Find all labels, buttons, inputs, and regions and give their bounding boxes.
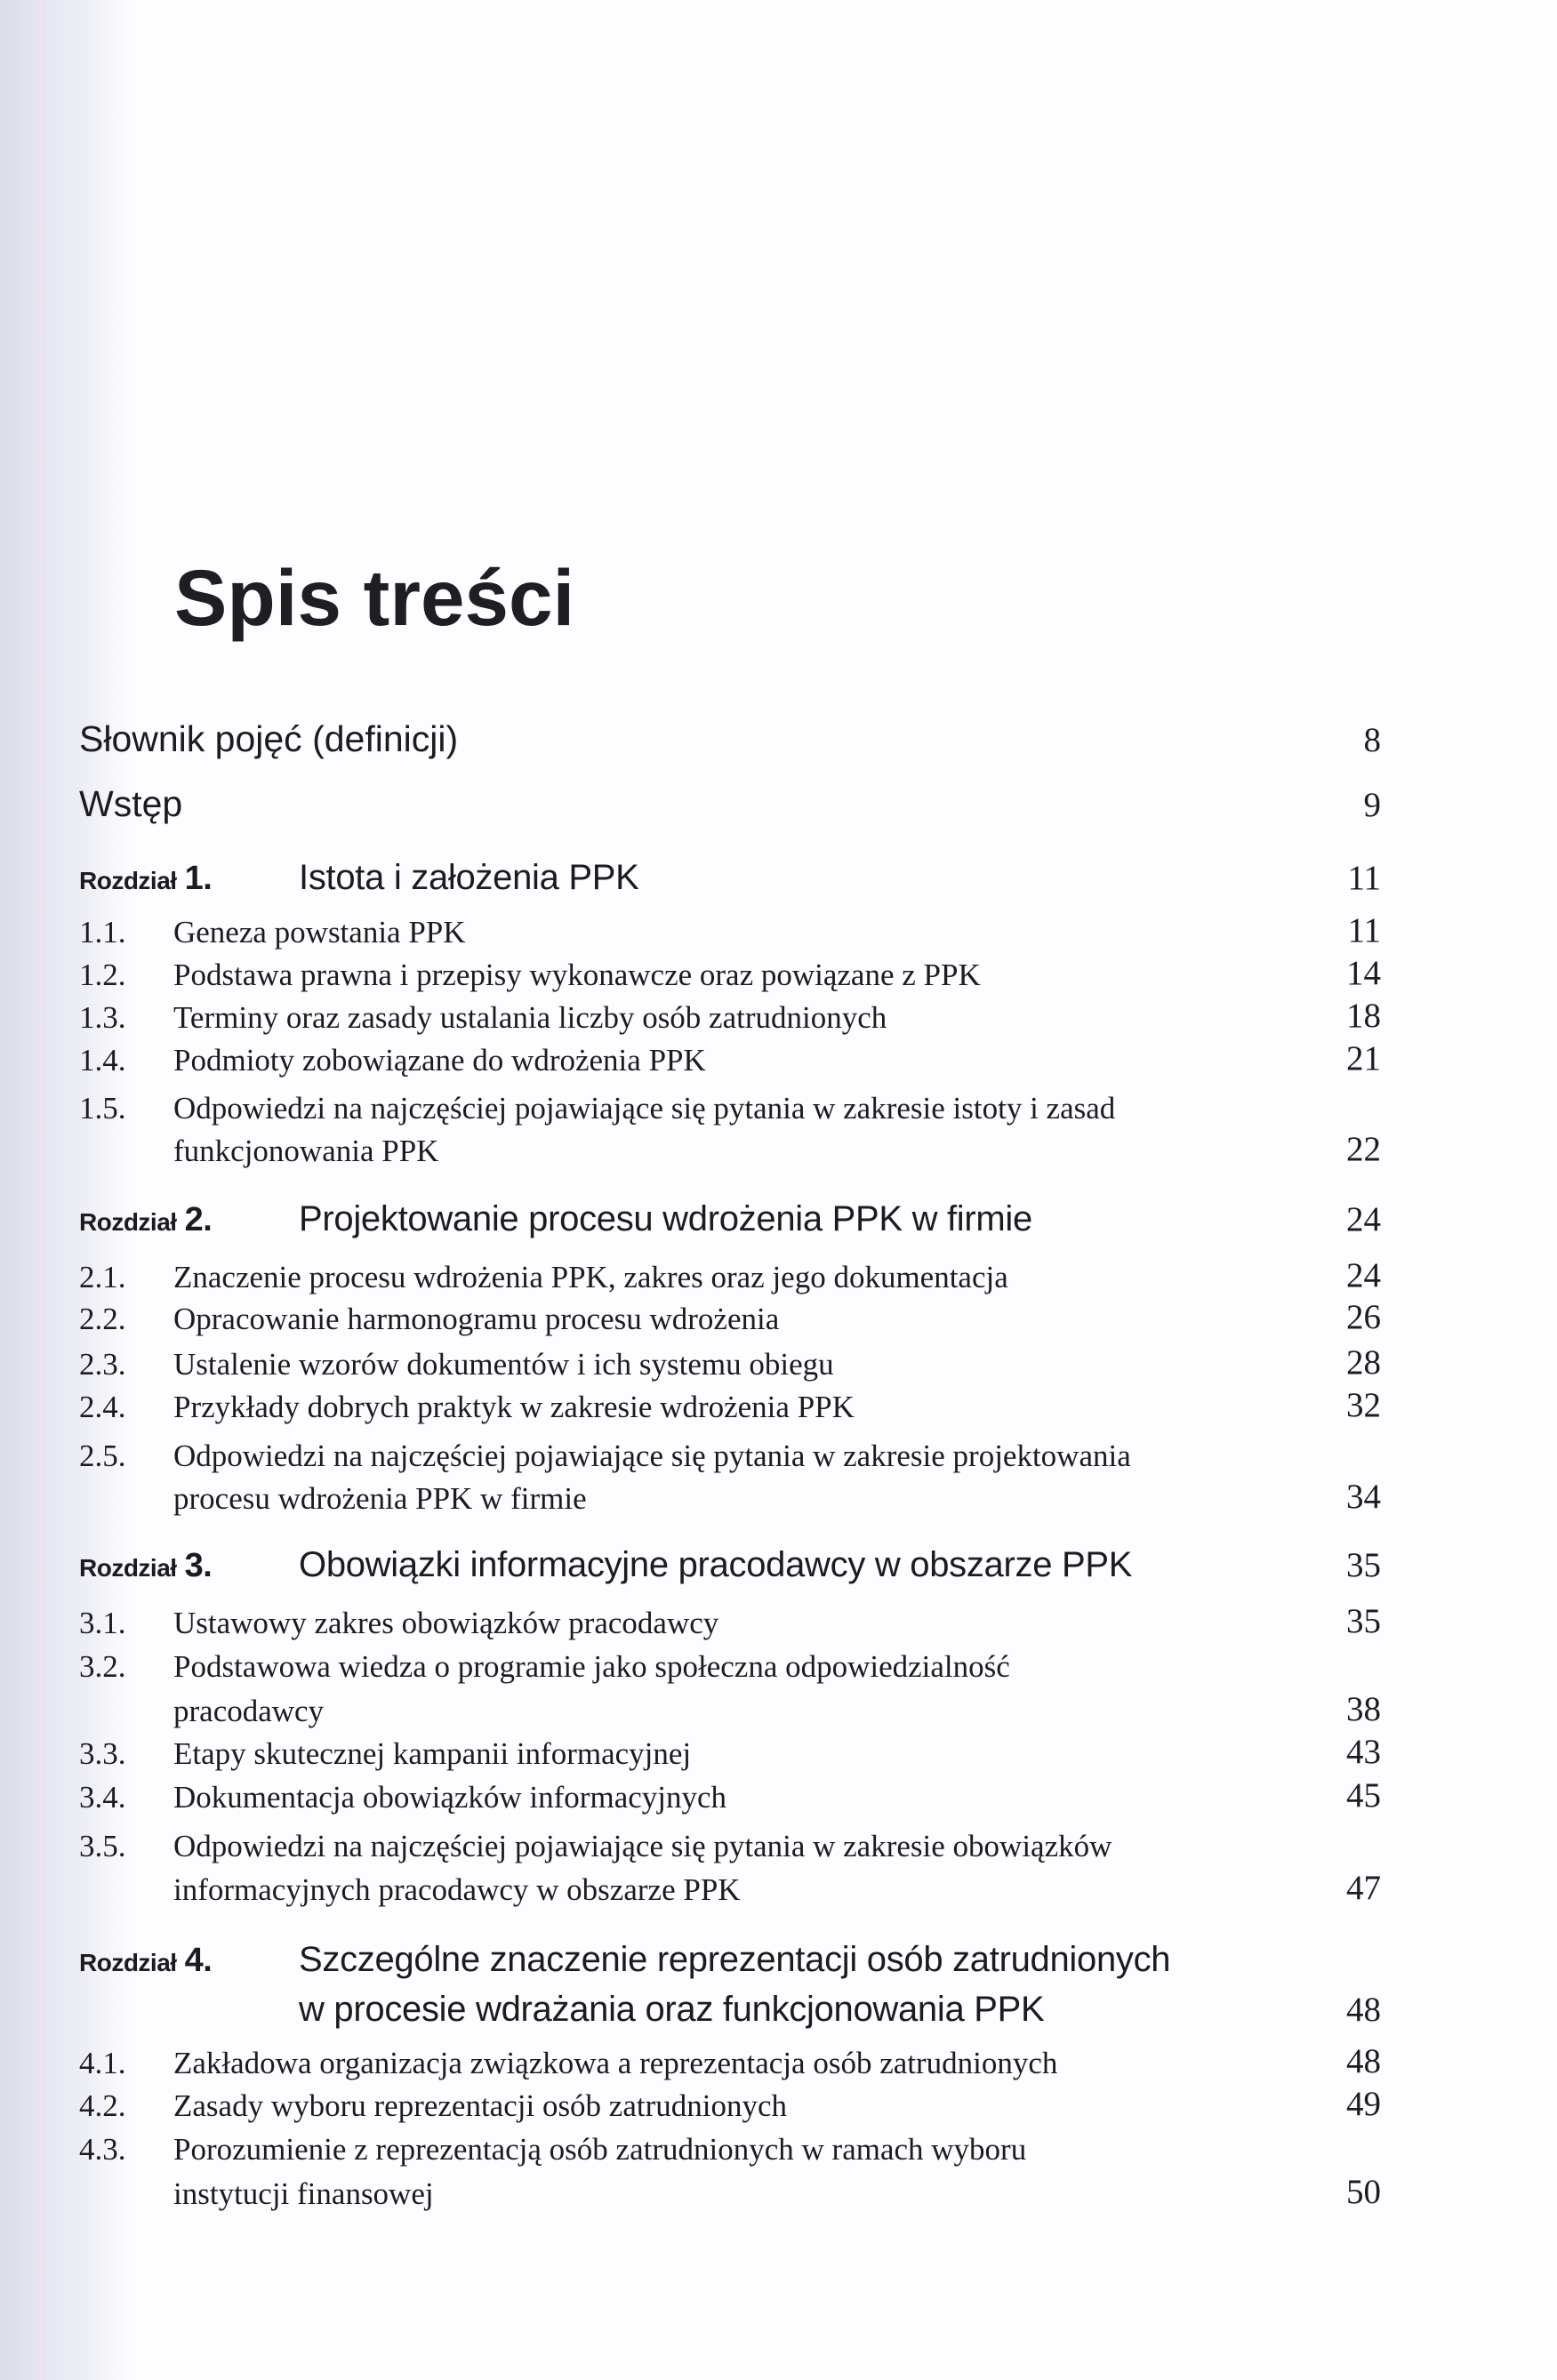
toc-entry-page: 8 [1363, 721, 1381, 759]
section-number: 4.3. [79, 2132, 126, 2167]
section-number: 2.3. [79, 1347, 126, 1382]
section-page: 22 [1346, 1130, 1381, 1168]
section-number: 3.4. [79, 1780, 126, 1815]
chapter-label [79, 861, 212, 895]
section-title: Dokumentacja obowiązków informacyjnych [173, 1780, 727, 1815]
chapter-label [79, 1549, 212, 1583]
chapter-title: Obowiązki informacyjne pracodawcy w obszarze PPK [299, 1545, 1133, 1584]
section-title: Etapy skutecznej kampanii informacyjnej [173, 1736, 692, 1771]
chapter-label [79, 1203, 212, 1237]
section-title: funkcjonowania PPK [173, 1134, 439, 1168]
section-page: 43 [1346, 1733, 1381, 1771]
chapter-number: 3. [184, 1547, 213, 1584]
section-title: Odpowiedzi na najczęściej pojawiające się pytania w zakresie projektowania [173, 1438, 1131, 1473]
section-number: 1.4. [79, 1043, 126, 1078]
chapter-label-text: Rozdział [79, 1554, 177, 1582]
section-title: Przykłady dobrych praktyk w zakresie wdrożenia PPK [173, 1390, 855, 1424]
toc-entry-title: Słownik pojęć (definicji) [79, 718, 459, 759]
section-number: 3.3. [79, 1736, 126, 1771]
chapter-page: 35 [1346, 1546, 1381, 1584]
section-title: Opracowanie harmonogramu procesu wdrożenia [173, 1302, 780, 1336]
section-number: 2.2. [79, 1302, 126, 1336]
toc-entry-page: 9 [1363, 786, 1381, 824]
section-title: Porozumienie z reprezentacją osób zatrudnionych w ramach wyboru [173, 2132, 1027, 2167]
section-number: 1.2. [79, 958, 126, 992]
section-page: 32 [1346, 1386, 1381, 1424]
section-number: 1.1. [79, 915, 126, 950]
chapter-number: 1. [184, 860, 213, 897]
section-title: Ustawowy zakres obowiązków pracodawcy [173, 1606, 719, 1640]
section-title: procesu wdrożenia PPK w firmie [173, 1481, 587, 1516]
section-page: 35 [1346, 1602, 1381, 1640]
section-page: 48 [1346, 2042, 1381, 2080]
toc-entry-title: Wstęp [79, 783, 183, 824]
section-number: 3.2. [79, 1649, 126, 1684]
section-page: 45 [1346, 1776, 1381, 1815]
section-page: 34 [1346, 1478, 1381, 1516]
chapter-title: Szczególne znaczenie reprezentacji osób zatrudnionych [299, 1940, 1171, 1979]
chapter-label-text: Rozdział [79, 1208, 177, 1236]
section-title: instytucji finansowej [173, 2176, 434, 2211]
section-title: Terminy oraz zasady ustalania liczby osób zatrudnionych [173, 1000, 887, 1035]
section-title: pracodawcy [173, 1694, 325, 1728]
section-title: Podstawa prawna i przepisy wykonawcze oraz powiązane z PPK [173, 958, 981, 992]
chapter-number: 4. [184, 1942, 213, 1979]
section-number: 4.2. [79, 2088, 126, 2123]
section-number: 3.1. [79, 1606, 126, 1640]
chapter-title: Projektowanie procesu wdrożenia PPK w firmie [299, 1199, 1032, 1238]
section-title: Zasady wyboru reprezentacji osób zatrudnionych [173, 2088, 788, 2123]
chapter-title: Istota i założenia PPK [299, 858, 639, 897]
chapter-page: 24 [1346, 1200, 1381, 1238]
section-page: 11 [1347, 911, 1381, 950]
section-page: 49 [1346, 2085, 1381, 2123]
section-page: 38 [1346, 1690, 1381, 1728]
chapter-label-text: Rozdział [79, 867, 177, 894]
section-title: Ustalenie wzorów dokumentów i ich systemu obiegu [173, 1347, 834, 1382]
section-number: 2.5. [79, 1438, 126, 1473]
section-number: 3.5. [79, 1829, 126, 1863]
section-page: 14 [1346, 954, 1381, 992]
section-number: 1.5. [79, 1091, 126, 1126]
section-page: 24 [1346, 1256, 1381, 1294]
chapter-number: 2. [184, 1201, 213, 1238]
chapter-page: 48 [1346, 1991, 1381, 2029]
section-title: Geneza powstania PPK [173, 915, 466, 950]
chapter-label-text: Rozdział [79, 1949, 177, 1976]
section-number: 1.3. [79, 1000, 126, 1035]
section-title: Zakładowa organizacja związkowa a reprezentacja osób zatrudnionych [173, 2046, 1058, 2080]
chapter-label [79, 1943, 212, 1977]
chapter-page: 11 [1347, 859, 1381, 897]
section-title: Podmioty zobowiązane do wdrożenia PPK [173, 1043, 706, 1078]
section-number: 4.1. [79, 2046, 126, 2080]
section-number: 2.1. [79, 1260, 126, 1294]
section-title: Odpowiedzi na najczęściej pojawiające się pytania w zakresie obowiązków [173, 1829, 1112, 1863]
page-gutter-shadow [0, 0, 133, 2380]
page-title: Spis treści [174, 552, 575, 642]
section-title: informacyjnych pracodawcy w obszarze PPK [173, 1872, 741, 1907]
section-page: 26 [1346, 1298, 1381, 1336]
gutter-fold-line [40, 0, 42, 2380]
section-page: 21 [1346, 1039, 1381, 1078]
section-page: 50 [1346, 2173, 1381, 2211]
section-page: 47 [1346, 1869, 1381, 1907]
section-title: Odpowiedzi na najczęściej pojawiające się pytania w zakresie istoty i zasad [173, 1091, 1116, 1126]
chapter-title: w procesie wdrażania oraz funkcjonowania PPK [299, 1990, 1045, 2029]
section-number: 2.4. [79, 1390, 126, 1424]
section-page: 18 [1346, 997, 1381, 1035]
section-title: Znaczenie procesu wdrożenia PPK, zakres oraz jego dokumentacja [173, 1260, 1008, 1294]
section-title: Podstawowa wiedza o programie jako społeczna odpowiedzialność [173, 1649, 1010, 1684]
section-page: 28 [1346, 1343, 1381, 1382]
